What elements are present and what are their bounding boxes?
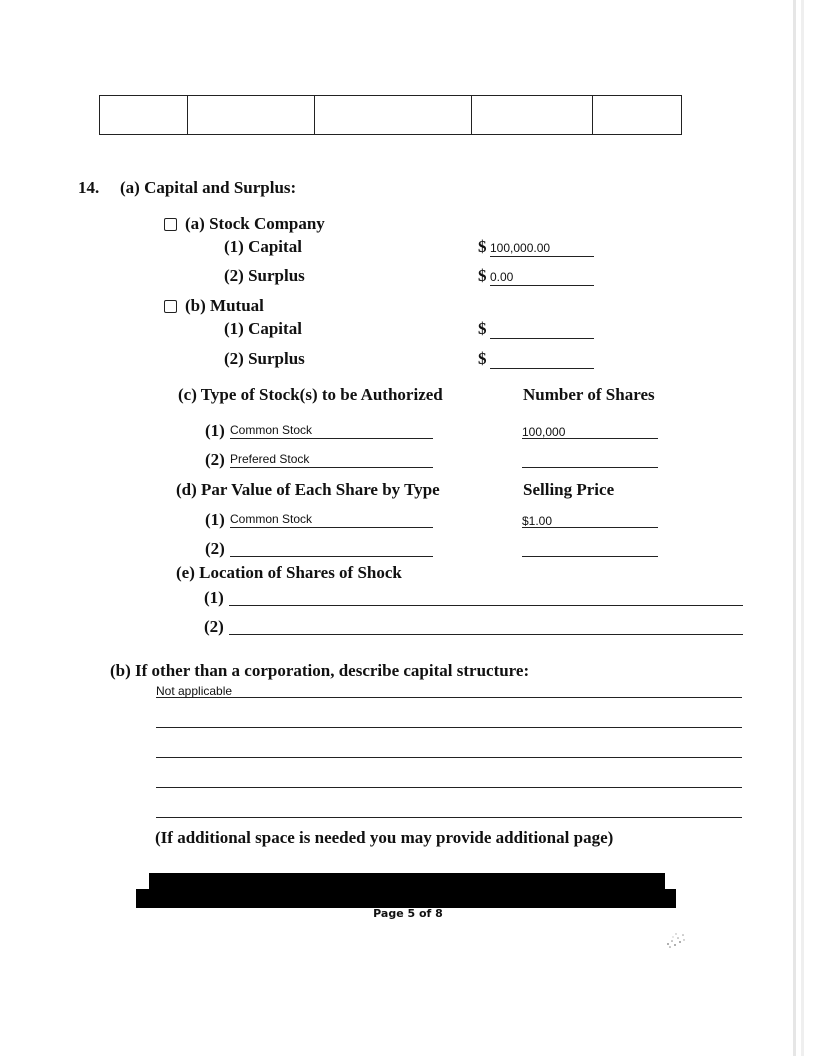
answer-line xyxy=(156,787,742,788)
stock-capital-field[interactable]: 100,000.00 xyxy=(490,241,594,257)
table-row xyxy=(100,96,682,135)
par-value-field-1[interactable]: Common Stock xyxy=(230,512,433,528)
other-structure-label: (b) If other than a corporation, describe capital structure: xyxy=(110,661,530,680)
table-cell xyxy=(593,96,682,135)
stock-surplus-currency: $ xyxy=(478,266,487,285)
mutual-surplus-field[interactable] xyxy=(490,353,594,369)
redaction-bar xyxy=(136,889,676,908)
location-label: (e) Location of Shares of Shock xyxy=(176,563,402,582)
par-value-num-1: (1) xyxy=(205,510,225,529)
location-field-1[interactable] xyxy=(229,590,743,606)
stock-surplus-label: (2) Surplus xyxy=(224,266,305,285)
shares-field-1[interactable]: 100,000 xyxy=(522,425,658,439)
table-cell xyxy=(472,96,593,135)
other-structure-field[interactable]: Not applicable xyxy=(156,684,742,698)
location-field-2[interactable] xyxy=(229,619,743,635)
stock-surplus-field[interactable]: 0.00 xyxy=(490,270,594,286)
answer-line xyxy=(156,727,742,728)
location-num-2: (2) xyxy=(204,617,224,636)
additional-space-note: (If additional space is needed you may provide additional page) xyxy=(155,828,614,847)
mutual-surplus-label: (2) Surplus xyxy=(224,349,305,368)
answer-line xyxy=(156,757,742,758)
mutual-label: (b) Mutual xyxy=(185,296,264,315)
par-value-label: (d) Par Value of Each Share by Type xyxy=(176,480,440,499)
table-cell xyxy=(315,96,472,135)
section-title: (a) Capital and Surplus: xyxy=(120,178,297,197)
stock-type-num-2: (2) xyxy=(205,450,225,469)
stock-type-field-1[interactable]: Common Stock xyxy=(230,423,433,439)
stock-capital-label: (1) Capital xyxy=(224,237,302,256)
shares-field-2[interactable] xyxy=(522,454,658,468)
table-cell xyxy=(100,96,188,135)
selling-price-header: Selling Price xyxy=(523,480,615,499)
shares-header: Number of Shares xyxy=(523,385,655,404)
par-value-field-2[interactable] xyxy=(230,541,433,557)
stock-capital-currency: $ xyxy=(478,237,487,256)
mutual-surplus-currency: $ xyxy=(478,349,487,368)
section-number: 14. xyxy=(78,178,100,197)
selling-price-field-1[interactable]: $1.00 xyxy=(522,514,658,528)
table-cell xyxy=(188,96,315,135)
scan-edge xyxy=(793,0,796,1056)
mutual-capital-label: (1) Capital xyxy=(224,319,302,338)
selling-price-field-2[interactable] xyxy=(522,543,658,557)
page-number: Page 5 of 8 xyxy=(373,907,443,920)
answer-line xyxy=(156,817,742,818)
scan-speckle xyxy=(664,930,688,950)
stock-type-label: (c) Type of Stock(s) to be Authorized xyxy=(178,385,443,404)
mutual-checkbox[interactable] xyxy=(164,300,177,313)
stock-company-label: (a) Stock Company xyxy=(185,214,325,233)
par-value-num-2: (2) xyxy=(205,539,225,558)
location-num-1: (1) xyxy=(204,588,224,607)
stock-type-field-2[interactable]: Prefered Stock xyxy=(230,452,433,468)
stock-type-num-1: (1) xyxy=(205,421,225,440)
scan-edge xyxy=(801,0,804,1056)
mutual-capital-field[interactable] xyxy=(490,323,594,339)
top-table xyxy=(99,95,682,135)
mutual-capital-currency: $ xyxy=(478,319,487,338)
stock-company-checkbox[interactable] xyxy=(164,218,177,231)
